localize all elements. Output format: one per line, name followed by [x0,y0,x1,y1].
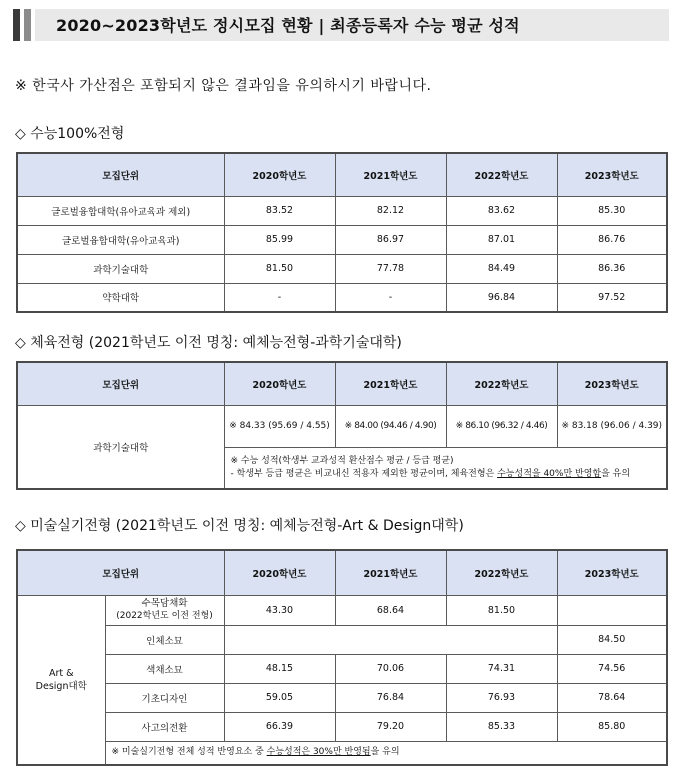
table-sports [16,361,668,490]
value-cell: 79.20 [335,712,446,741]
section-title-art: ◇ 미술실기전형 (2021학년도 이전 명칭: 예체능전형-Art & Design대학) [15,518,464,534]
sports-note [224,447,667,489]
value-cell: 74.56 [557,654,667,683]
header-2020: 2020학년도 [224,550,335,595]
korean-history-note: ※ 한국사 가산점은 포함되지 않은 결과임을 유의하시기 바랍니다. [15,78,432,94]
table-row [17,595,667,625]
value-cell: 83.62 [446,196,557,225]
title-bar [13,9,669,41]
table-csat100 [16,152,668,313]
value-cell: 86.97 [335,225,446,254]
unit-cell: 과학기술대학 [17,254,224,283]
value-cell: 84.50 [557,625,667,654]
header-2020: 2020학년도 [224,362,335,405]
value-cell: 76.93 [446,683,557,712]
table-row [17,225,667,254]
value-cell: ※ 83.18 (96.06 / 4.39) [557,405,667,447]
header-2022: 2022학년도 [446,362,557,405]
header-2023: 2023학년도 [557,153,667,196]
value-cell: 85.30 [557,196,667,225]
value-cell [557,595,667,625]
section-title-sports: ◇ 체육전형 (2021학년도 이전 명칭: 예체능전형-과학기술대학) [15,335,402,351]
header-2023: 2023학년도 [557,550,667,595]
value-cell: 85.99 [224,225,335,254]
value-cell: 77.78 [335,254,446,283]
unit-cell: 기초디자인 [105,683,224,712]
title-accent-dark [13,9,20,41]
art-note: ※ 미술실기전형 전체 성적 반영요소 중 수능성적은 30%만 반영됨을 유의 [105,741,667,765]
header-2021: 2021학년도 [335,362,446,405]
value-cell: 97.52 [557,283,667,312]
value-cell: 70.06 [335,654,446,683]
unit-cell: 색채소묘 [105,654,224,683]
value-cell: ※ 86.10 (96.32 / 4.46) [446,405,557,447]
header-unit: 모집단위 [17,550,224,595]
value-cell: 68.64 [335,595,446,625]
value-cell: 85.80 [557,712,667,741]
table-row [17,405,667,447]
value-cell: 81.50 [446,595,557,625]
unit-cell: 수목담채화 (2022학년도 이전 전형) [105,595,224,625]
header-2021: 2021학년도 [335,153,446,196]
value-cell: 85.33 [446,712,557,741]
table-row [17,654,667,683]
group-cell: Art & Design대학 [17,595,105,765]
unit-cell: 과학기술대학 [17,405,224,489]
value-cell: 74.31 [446,654,557,683]
value-cell: 87.01 [446,225,557,254]
value-cell: 59.05 [224,683,335,712]
value-cell: 66.39 [224,712,335,741]
unit-cell: 글로벌융합대학(유아교육과) [17,225,224,254]
value-cell: ※ 84.00 (94.46 / 4.90) [335,405,446,447]
value-cell: 86.76 [557,225,667,254]
value-cell: - [335,283,446,312]
value-cell: 48.15 [224,654,335,683]
header-2022: 2022학년도 [446,153,557,196]
unit-cell: 인체소묘 [105,625,224,654]
value-cell: 43.30 [224,595,335,625]
table-row [17,254,667,283]
table-row [17,625,667,654]
value-cell: 96.84 [446,283,557,312]
value-cell: - [224,283,335,312]
header-unit: 모집단위 [17,153,224,196]
header-unit: 모집단위 [17,362,224,405]
sports-note-line2: - 학생부 등급 평균은 비교내신 적용자 제외한 평균이며, 체육전형은 수능성적을 40%만 반영함을 유의 [230,468,631,479]
value-cell: 81.50 [224,254,335,283]
header-2020: 2020학년도 [224,153,335,196]
value-cell: 78.64 [557,683,667,712]
value-cell: 76.84 [335,683,446,712]
header-2021: 2021학년도 [335,550,446,595]
sports-note-line1: ※ 수능 성적(학생부 교과성적 환산점수 평균 / 등급 평균) [230,455,454,466]
value-cell: 84.49 [446,254,557,283]
value-cell: 82.12 [335,196,446,225]
table-row [17,712,667,741]
table-row [17,683,667,712]
value-cell: ※ 84.33 (95.69 / 4.55) [224,405,335,447]
table-art [16,549,668,766]
page-title: 2020~2023학년도 정시모집 현황 | 최종등록자 수능 평균 성적 [56,16,520,35]
header-2023: 2023학년도 [557,362,667,405]
title-accent-gray [24,9,31,41]
unit-cell: 글로벌융합대학(유아교육과 제외) [17,196,224,225]
table-row [17,196,667,225]
unit-cell: 사고의전환 [105,712,224,741]
value-cell-empty [224,625,557,654]
value-cell: 86.36 [557,254,667,283]
unit-cell: 약학대학 [17,283,224,312]
header-2022: 2022학년도 [446,550,557,595]
table-row [17,741,667,765]
section-title-csat100: ◇ 수능100%전형 [15,126,125,142]
table-row [17,283,667,312]
value-cell: 83.52 [224,196,335,225]
